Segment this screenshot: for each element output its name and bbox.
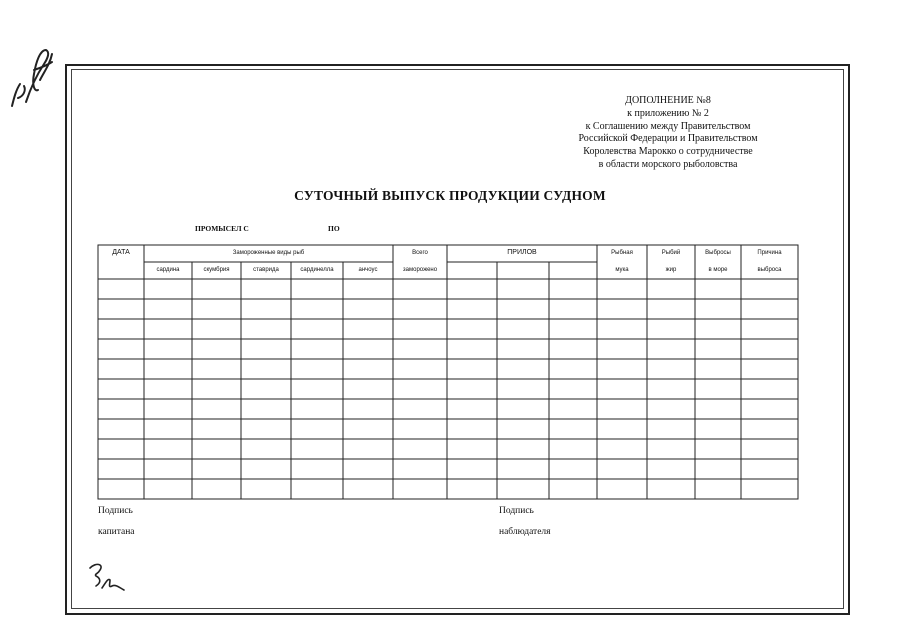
signature-line: наблюдателя: [499, 527, 551, 537]
signature-line: капитана: [98, 527, 135, 537]
col-header-frozen: сардина: [156, 267, 180, 273]
col-header-fishoil: жир: [665, 267, 677, 273]
document-title: СУТОЧНЫЙ ВЫПУСК ПРОДУКЦИИ СУДНОМ: [294, 188, 606, 203]
annex-line: к приложению № 2: [627, 107, 709, 119]
period-to-label: ПО: [328, 224, 340, 233]
col-header-fishmeal: Рыбная: [611, 250, 633, 256]
col-header-reason: Причина: [757, 250, 782, 256]
col-header-frozen: анчоус: [358, 267, 378, 273]
col-header-total: заморожено: [402, 267, 438, 273]
annex-line: к Соглашению между Правительством: [585, 120, 751, 132]
col-header-reason: выброса: [757, 267, 782, 273]
col-header-total: Всего: [412, 250, 428, 256]
annex-line: Российской Федерации и Правительством: [578, 133, 758, 145]
col-header-date: ДАТА: [112, 249, 130, 256]
signature-line: Подпись: [98, 506, 133, 516]
col-header-frozen: сардинелла: [300, 267, 334, 273]
col-header-discard: в море: [708, 267, 728, 273]
captain-signature-label: [98, 505, 135, 538]
annex-line: ДОПОЛНЕНИЕ №8: [625, 95, 711, 106]
col-header-bycatch: ПРИЛОВ: [507, 249, 537, 256]
annex-line: в области морского рыболовства: [598, 158, 738, 170]
handwritten-mark-icon: [86, 560, 126, 596]
col-header-fishoil: Рыбий: [661, 250, 681, 256]
col-header-discard: Выбросы: [705, 250, 731, 256]
signature-line: Подпись: [499, 506, 534, 516]
observer-signature-label: [499, 505, 551, 538]
period-from-label: ПРОМЫСЕЛ С: [195, 224, 249, 233]
col-header-frozen: скумбрия: [203, 267, 230, 273]
col-header-fishmeal: мука: [615, 267, 629, 273]
annex-line: Королевства Марокко о сотрудничестве: [583, 146, 753, 158]
col-header-frozen-group: Замороженные виды рыб: [232, 250, 305, 256]
col-header-frozen: ставрида: [253, 267, 279, 273]
